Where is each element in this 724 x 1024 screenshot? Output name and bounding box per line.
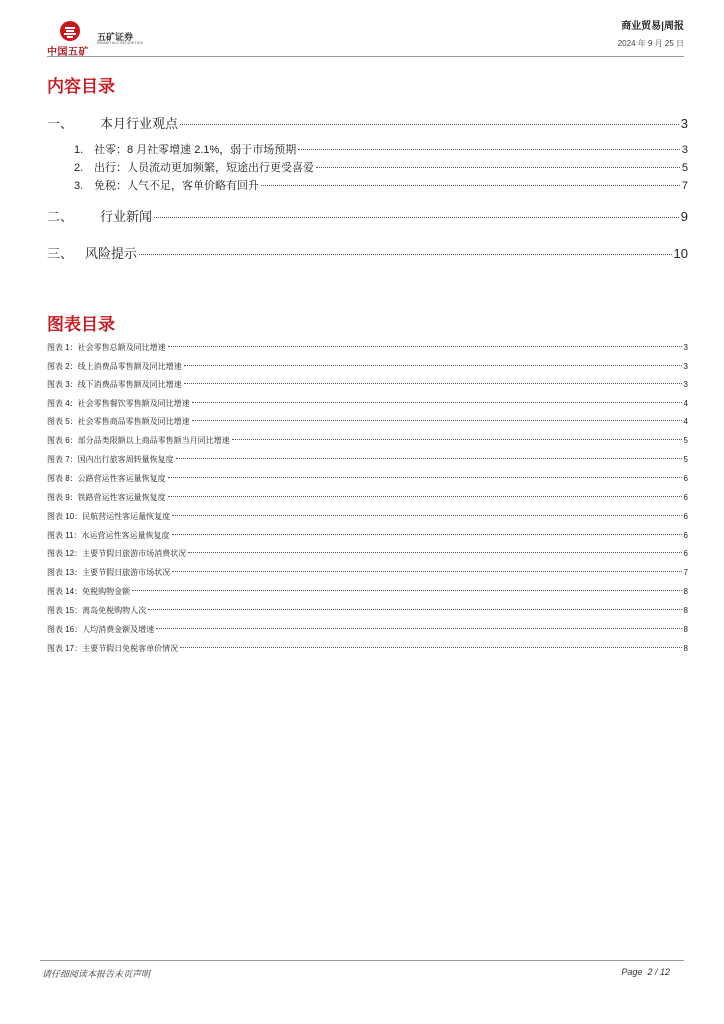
figure-entry[interactable] xyxy=(47,473,688,484)
toc-entry-page: 7 xyxy=(681,180,688,192)
figure-entry-label: 图表 9：铁路营运性客运量恢复度 xyxy=(47,493,166,502)
report-type: 商业贸易|周报 xyxy=(621,21,684,32)
toc-entry[interactable] xyxy=(47,113,688,132)
toc-entry[interactable] xyxy=(47,141,688,157)
page-count: 2 / 12 xyxy=(647,967,670,977)
figure-entry-page: 4 xyxy=(683,417,688,426)
figure-entry[interactable] xyxy=(47,416,688,427)
figure-entry[interactable] xyxy=(47,624,688,635)
page-label: Page xyxy=(621,967,643,977)
figure-entry[interactable] xyxy=(47,454,688,465)
figure-entry-page: 3 xyxy=(683,380,688,389)
toc-entry-number: 1. xyxy=(74,144,84,156)
figure-entry[interactable] xyxy=(47,643,688,654)
figure-entry-label: 图表 8：公路营运性客运量恢复度 xyxy=(47,474,166,483)
dot-leader xyxy=(180,647,681,648)
figure-entry-label: 图表 4：社会零售餐饮零售额及同比增速 xyxy=(47,399,190,408)
figure-entry[interactable] xyxy=(47,605,688,616)
figure-entry-page: 8 xyxy=(683,587,688,596)
figure-entry-label: 图表 16：人均消费金额及增速 xyxy=(47,625,155,634)
toc-entry-label: 风险提示 xyxy=(85,246,138,261)
dot-leader xyxy=(176,458,682,459)
figure-entry-page: 6 xyxy=(683,531,688,540)
dot-leader xyxy=(261,185,680,186)
figure-entry-page: 8 xyxy=(683,606,688,615)
dot-leader xyxy=(139,254,672,255)
figure-entry-label: 图表 3：线下消费品零售额及同比增速 xyxy=(47,380,182,389)
dot-leader xyxy=(184,365,682,366)
figure-entry[interactable] xyxy=(47,361,688,372)
logo-text: 中国五矿 xyxy=(47,47,89,58)
figure-entry[interactable] xyxy=(47,567,688,578)
toc-entry-number: 3. xyxy=(74,180,84,192)
dot-leader xyxy=(184,383,682,384)
toc-entry[interactable] xyxy=(47,243,688,262)
figure-entry[interactable] xyxy=(47,435,688,446)
figure-entry-label: 图表 5：社会零售商品零售额及同比增速 xyxy=(47,417,190,426)
toc-entry-label: 本月行业观点 xyxy=(100,116,179,131)
figure-entry-page: 8 xyxy=(683,644,688,653)
figure-entry-page: 3 xyxy=(683,343,688,352)
figure-entry-label: 图表 10：民航营运性客运量恢复度 xyxy=(47,512,171,521)
dot-leader xyxy=(192,420,682,421)
figure-entry-label: 图表 2：线上消费品零售额及同比增速 xyxy=(47,362,182,371)
figures-title: 图表目录 xyxy=(47,315,115,334)
dot-leader xyxy=(156,628,681,629)
figure-entry[interactable] xyxy=(47,586,688,597)
toc-entry-page: 3 xyxy=(680,116,688,131)
figure-entry[interactable] xyxy=(47,398,688,409)
dot-leader xyxy=(154,217,679,218)
page-number xyxy=(621,967,670,977)
dot-leader xyxy=(192,402,682,403)
dot-leader xyxy=(232,439,682,440)
figure-entry-page: 5 xyxy=(683,455,688,464)
footer-divider xyxy=(40,960,684,961)
figure-entry-label: 图表 13：主要节假日旅游市场状况 xyxy=(47,568,171,577)
toc-entry-label: 社零：8 月社零增速 2.1%，弱于市场预期 xyxy=(94,144,297,156)
figure-entry-label: 图表 12：主要节假日旅游市场消费状况 xyxy=(47,549,187,558)
dot-leader xyxy=(148,609,681,610)
figure-entry-page: 4 xyxy=(683,399,688,408)
figure-entry[interactable] xyxy=(47,492,688,503)
figure-entry-page: 6 xyxy=(683,474,688,483)
header-divider xyxy=(47,56,684,57)
dot-leader xyxy=(298,149,680,150)
figure-entry-label: 图表 14：免税购物金额 xyxy=(47,587,131,596)
dot-leader xyxy=(188,552,681,553)
minmetals-logo-icon xyxy=(59,20,81,42)
figure-entry-label: 图表 11：水运营运性客运量恢复度 xyxy=(47,531,170,540)
dot-leader xyxy=(172,515,681,516)
toc-entry-number: 二、 xyxy=(47,209,74,224)
brand-name-en: MINMETALS SECURITIES xyxy=(97,41,144,45)
toc-entry-number: 三、 xyxy=(47,246,74,261)
toc-entry-number: 一、 xyxy=(47,116,74,131)
toc-entry-page: 9 xyxy=(680,209,688,224)
figure-entry-page: 7 xyxy=(683,568,688,577)
dot-leader xyxy=(168,477,682,478)
figure-entry-page: 6 xyxy=(683,512,688,521)
figure-entry-page: 5 xyxy=(683,436,688,445)
company-logo xyxy=(47,20,147,56)
figure-entry[interactable] xyxy=(47,530,688,541)
figure-entry[interactable] xyxy=(47,548,688,559)
figure-entry-label: 图表 17：主要节假日免税客单价情况 xyxy=(47,644,179,653)
toc-entry[interactable] xyxy=(47,159,688,175)
report-date: 2024 年 9 月 25 日 xyxy=(617,39,684,48)
brand-name: 五矿证券 xyxy=(97,32,134,42)
toc-entry[interactable] xyxy=(47,206,688,225)
dot-leader xyxy=(180,124,679,125)
toc-entry-page: 5 xyxy=(681,162,688,174)
figure-entry-page: 3 xyxy=(683,362,688,371)
dot-leader xyxy=(132,590,681,591)
dot-leader xyxy=(168,496,682,497)
toc-entry-page: 10 xyxy=(673,246,688,261)
toc-entry[interactable] xyxy=(47,177,688,193)
page-header xyxy=(0,0,724,60)
figure-entry[interactable] xyxy=(47,379,688,390)
figure-entry-page: 8 xyxy=(683,625,688,634)
figure-entry-label: 图表 1：社会零售总额及同比增速 xyxy=(47,343,166,352)
dot-leader xyxy=(172,571,681,572)
toc-entry-label: 出行：人员流动更加频繁，短途出行更受喜爱 xyxy=(94,162,314,174)
toc-entry-page: 3 xyxy=(681,144,688,156)
footer-disclaimer: 请仔细阅读本报告末页声明 xyxy=(42,969,151,979)
toc-entry-number: 2. xyxy=(74,162,84,174)
figure-entry-label: 图表 7：国内出行旅客周转量恢复度 xyxy=(47,455,174,464)
figure-entry-label: 图表 6：部分品类限额以上商品零售额当月同比增速 xyxy=(47,436,230,445)
figure-entry[interactable] xyxy=(47,511,688,522)
figure-entry-page: 6 xyxy=(683,493,688,502)
dot-leader xyxy=(172,534,682,535)
figure-entry-label: 图表 15：离岛免税购物人次 xyxy=(47,606,147,615)
figure-entry-page: 6 xyxy=(683,549,688,558)
dot-leader xyxy=(168,346,682,347)
toc-entry-label: 免税：人气不足，客单价略有回升 xyxy=(94,180,259,192)
toc-entry-label: 行业新闻 xyxy=(100,209,153,224)
toc-title: 内容目录 xyxy=(47,77,115,96)
dot-leader xyxy=(316,167,680,168)
figure-entry[interactable] xyxy=(47,342,688,353)
